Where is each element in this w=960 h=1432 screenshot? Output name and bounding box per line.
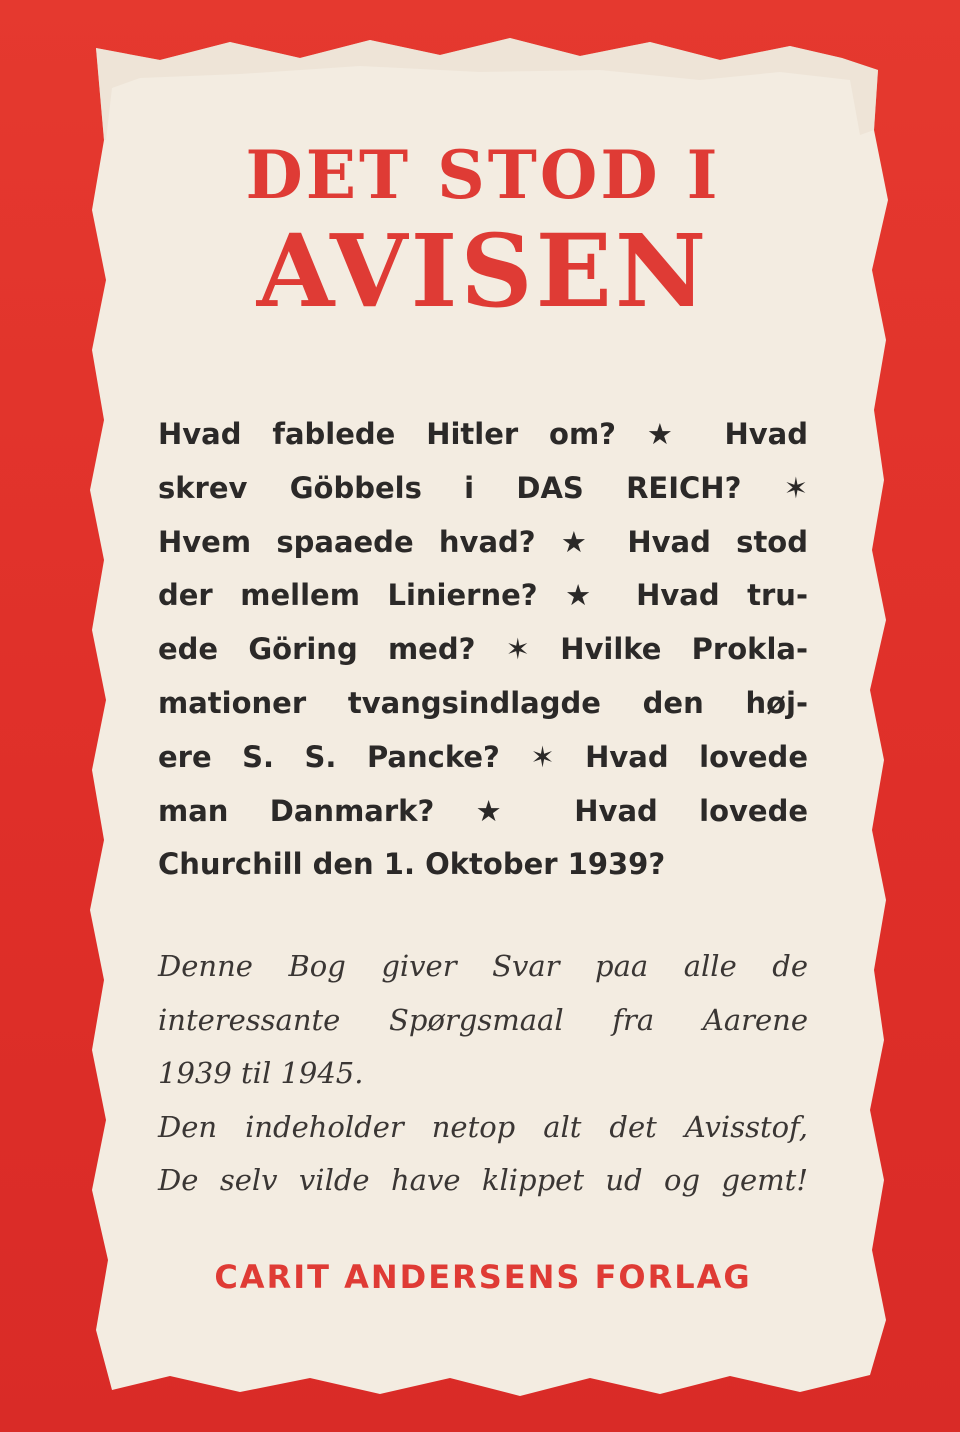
question-line: ede Göring med? ✶ Hvilke Prokla- <box>158 632 808 667</box>
blurb-line: 1939 til 1945. <box>158 1056 364 1090</box>
blurb-paragraph <box>158 940 808 1208</box>
question-line: Churchill den 1. Oktober 1939? <box>158 847 666 882</box>
title-line-1: DET STOD I <box>245 136 721 214</box>
blurb-line: interessante Spørgsmaal fra Aarene <box>158 1002 808 1037</box>
question-line: der mellem Linierne? ★ Hvad tru- <box>158 578 808 613</box>
question-line: ere S. S. Pancke? ✶ Hvad lovede <box>158 739 808 774</box>
question-line: man Danmark? ★ Hvad lovede <box>158 793 808 828</box>
publisher-name: CARIT ANDERSENS FORLAG <box>214 1258 752 1296</box>
question-line: Hvad fablede Hitler om? ★ Hvad <box>158 417 808 451</box>
blurb-line: De selv vilde have klippet ud og gemt! <box>158 1163 808 1197</box>
clipping-content <box>158 0 808 1432</box>
question-line: mationer tvangsindlagde den høj- <box>158 685 808 720</box>
title-line-2: AVISEN <box>256 212 710 330</box>
questions-paragraph <box>158 408 808 892</box>
blurb-line: Denne Bog giver Svar paa alle de <box>158 949 808 983</box>
question-line: skrev Göbbels i DAS REICH? ✶ <box>158 470 808 505</box>
blurb-line: Den indeholder netop alt det Avisstof, <box>158 1109 808 1144</box>
question-line: Hvem spaaede hvad? ★ Hvad stod <box>158 524 808 559</box>
